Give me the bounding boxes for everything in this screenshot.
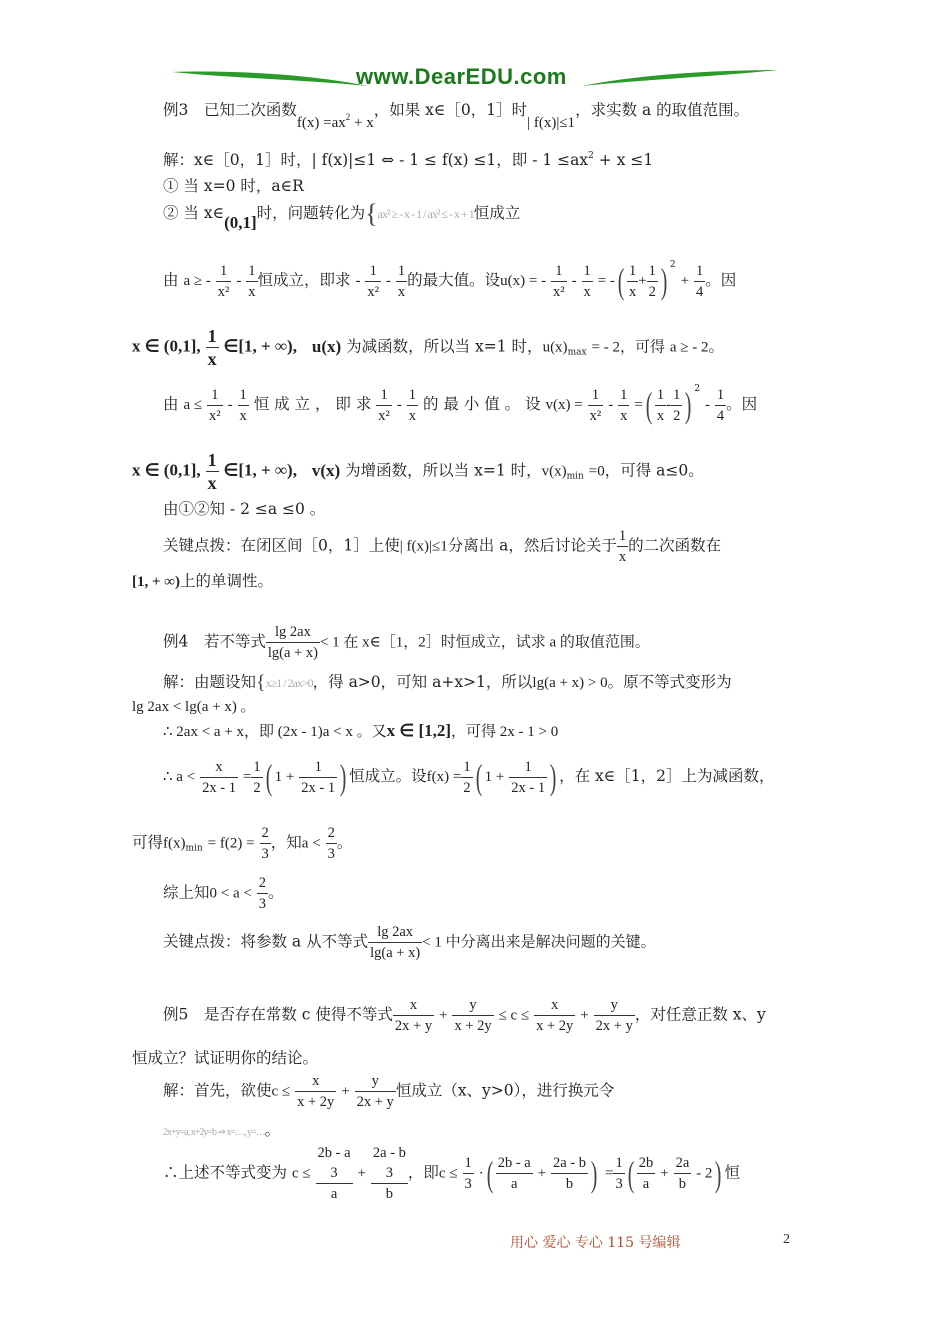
ex4-line-6: 可得$f(x)_{min} = f(2)$ = $\frac{2}{3}$ ，知a < $\frac{2}{3}$ 。 (132, 825, 353, 862)
ex3-line-11: [1, + ∞)上的单调性。 (132, 572, 273, 590)
ex3-line-1: 例3 已知二次函数$f(x) =ax^2 + x$，如果 x∈［0，1］时| f(x)|≤1，求实数 a 的取值范围。 (163, 101, 750, 131)
ex4-line-1: 例4 若不等式 $\frac{\lg 2ax}{\lg(a + x)}$ < 1 在 x∈［1，2］时恒成立，试求 a 的取值范围。 (163, 624, 650, 661)
ex3-line-4: ② 当 x∈(0,1]时，问题转化为{ax² ≥ - x - 1 / ax² ≤ - x + 1恒成立 (163, 199, 521, 232)
ex3-line-5: 由 a ≥ - $\frac{1}{\text{x²}}$ - $\frac{1}{x}$ 恒成立，即求 - $\frac{1}{\text{x²}}$ - $\frac{1}{x}$ 的最大值。设u(x) = - $\frac{1}{\text{x²}}$ - $\frac{1}{x}$ = -( $\frac{1}{x}$ + $\frac{1}{2}$ ) $^2$ + $\frac{1}{4}$ 。因 (163, 260, 737, 301)
ex4-line-4: ∴ 2ax < a + x，即 (2x - 1)a < x 。又x ∈ [1,2]，可得 2x - 1 > 0 (163, 721, 559, 740)
ex3-line-10: 关键点拨：在闭区间［0，1］上使| f(x)|≤1分离出 a，然后讨论关于 $\frac{1}{x}$ 的二次函数在 (163, 528, 722, 565)
ex4-line-8: 关键点拨：将参数 a 从不等式 $\frac{\lg 2ax}{\lg(a + x)}$ < 1 中分离出来是解决问题的关键。 (163, 924, 656, 961)
ex3-line-2: 解：x∈［0，1］时，| f(x)|≤1 ⇔ - 1 ≤ f(x) ≤1，即 - $1 \le ax^2 + x \le 1$ (163, 151, 654, 169)
ex3-line-6: x ∈ (0,1], $\frac{1}{x}$ ∈[1, + ∞), u(x) 为减函数，所以当 x=1 时，$u(x)_{max}$ = - 2，可得 a ≥ - 2。 (132, 326, 725, 369)
ex5-line-2: 恒成立？试证明你的结论。 (132, 1049, 319, 1067)
ex4-line-7: 综上知0 < a < $\frac{2}{3}$ 。 (163, 875, 284, 912)
ex3-line-3: ① 当 x=0 时，a∈R (163, 177, 304, 195)
ex4-line-2: 解：由题设知{x≥1 / 2ax>0，得 a>0，可知 a+x>1，所以lg(a + x) > 0。原不等式变形为 (163, 671, 732, 694)
site-logo: www.DearEDU.com (356, 64, 567, 89)
ex4-line-5: ∴ a < $\frac{x}{2x - 1}$ = $\frac{1}{2}$ ( 1 + $\frac{1}{2x - 1}$ ) 恒成立。设f(x) = $\frac{1}{2}$ ( 1 + $\frac{1}{2x - 1}$ ) ，在 x∈［1，2］上为减函数， (163, 757, 775, 797)
header-swoosh-left (170, 62, 370, 92)
footer-text: 用心 爱心 专心 115 号编辑 (510, 1235, 681, 1251)
ex5-line-4: 2x+y=a, x+2y=b ⇒ x=…, y=…。 (163, 1121, 281, 1139)
page-number: 2 (783, 1232, 790, 1247)
ex3-line-9: 由①②知 - 2 ≤a ≤0 。 (163, 500, 326, 518)
ex5-line-3: 解：首先，欲使c ≤ $\frac{x}{x + 2y}$ + $\frac{y}{2x + y}$ 恒成立（x、y>0），进行换元令 (163, 1073, 615, 1110)
ex4-line-3: lg 2ax < lg(a + x) 。 (132, 699, 256, 715)
ex5-line-1: 例5 是否存在常数 c 使得不等式 $\frac{x}{2x + y}$ + $\frac{y}{x + 2y}$ ≤ c ≤ $\frac{x}{x + 2y}$ + $\frac{y}{2x + y}$ ，对任意正数 x、y (163, 997, 766, 1034)
ex3-line-8: x ∈ (0,1], $\frac{1}{x}$ ∈[1, + ∞), v(x) 为增函数，所以当 x=1 时，$v(x)_{min} =0$，可得 a≤0。 (132, 450, 704, 493)
ex3-line-7: 由 a ≤ $\frac{1}{\text{x²}}$ - $\frac{1}{x}$ 恒 成 立 ， 即 求 $\frac{1}{\text{x²}}$ - $\frac{1}{x}$ 的 最 小 值 。 设 v(x) = $\frac{1}{\text{x²}}$ - $\frac{1}{x}$ =( $\frac{1}{x}$ - $\frac{1}{2}$ ) $^2$ - $\frac{1}{4}$ 。因 (163, 384, 758, 425)
ex5-line-5: ∴上述不等式变为 c ≤ 2b - a 3 a + 2a - b 3 b ，即c ≤ $\frac{1}{3}$ ·( $\frac{2b - a}{a}$ + $\frac{2a - b}{b}$ ) = $\frac{1}{3}$ ( $\frac{2b}{a}$ + $\frac{2a}{b}$ - 2) 恒 (163, 1145, 740, 1202)
page-header (170, 62, 780, 96)
header-swoosh-right (580, 62, 780, 92)
